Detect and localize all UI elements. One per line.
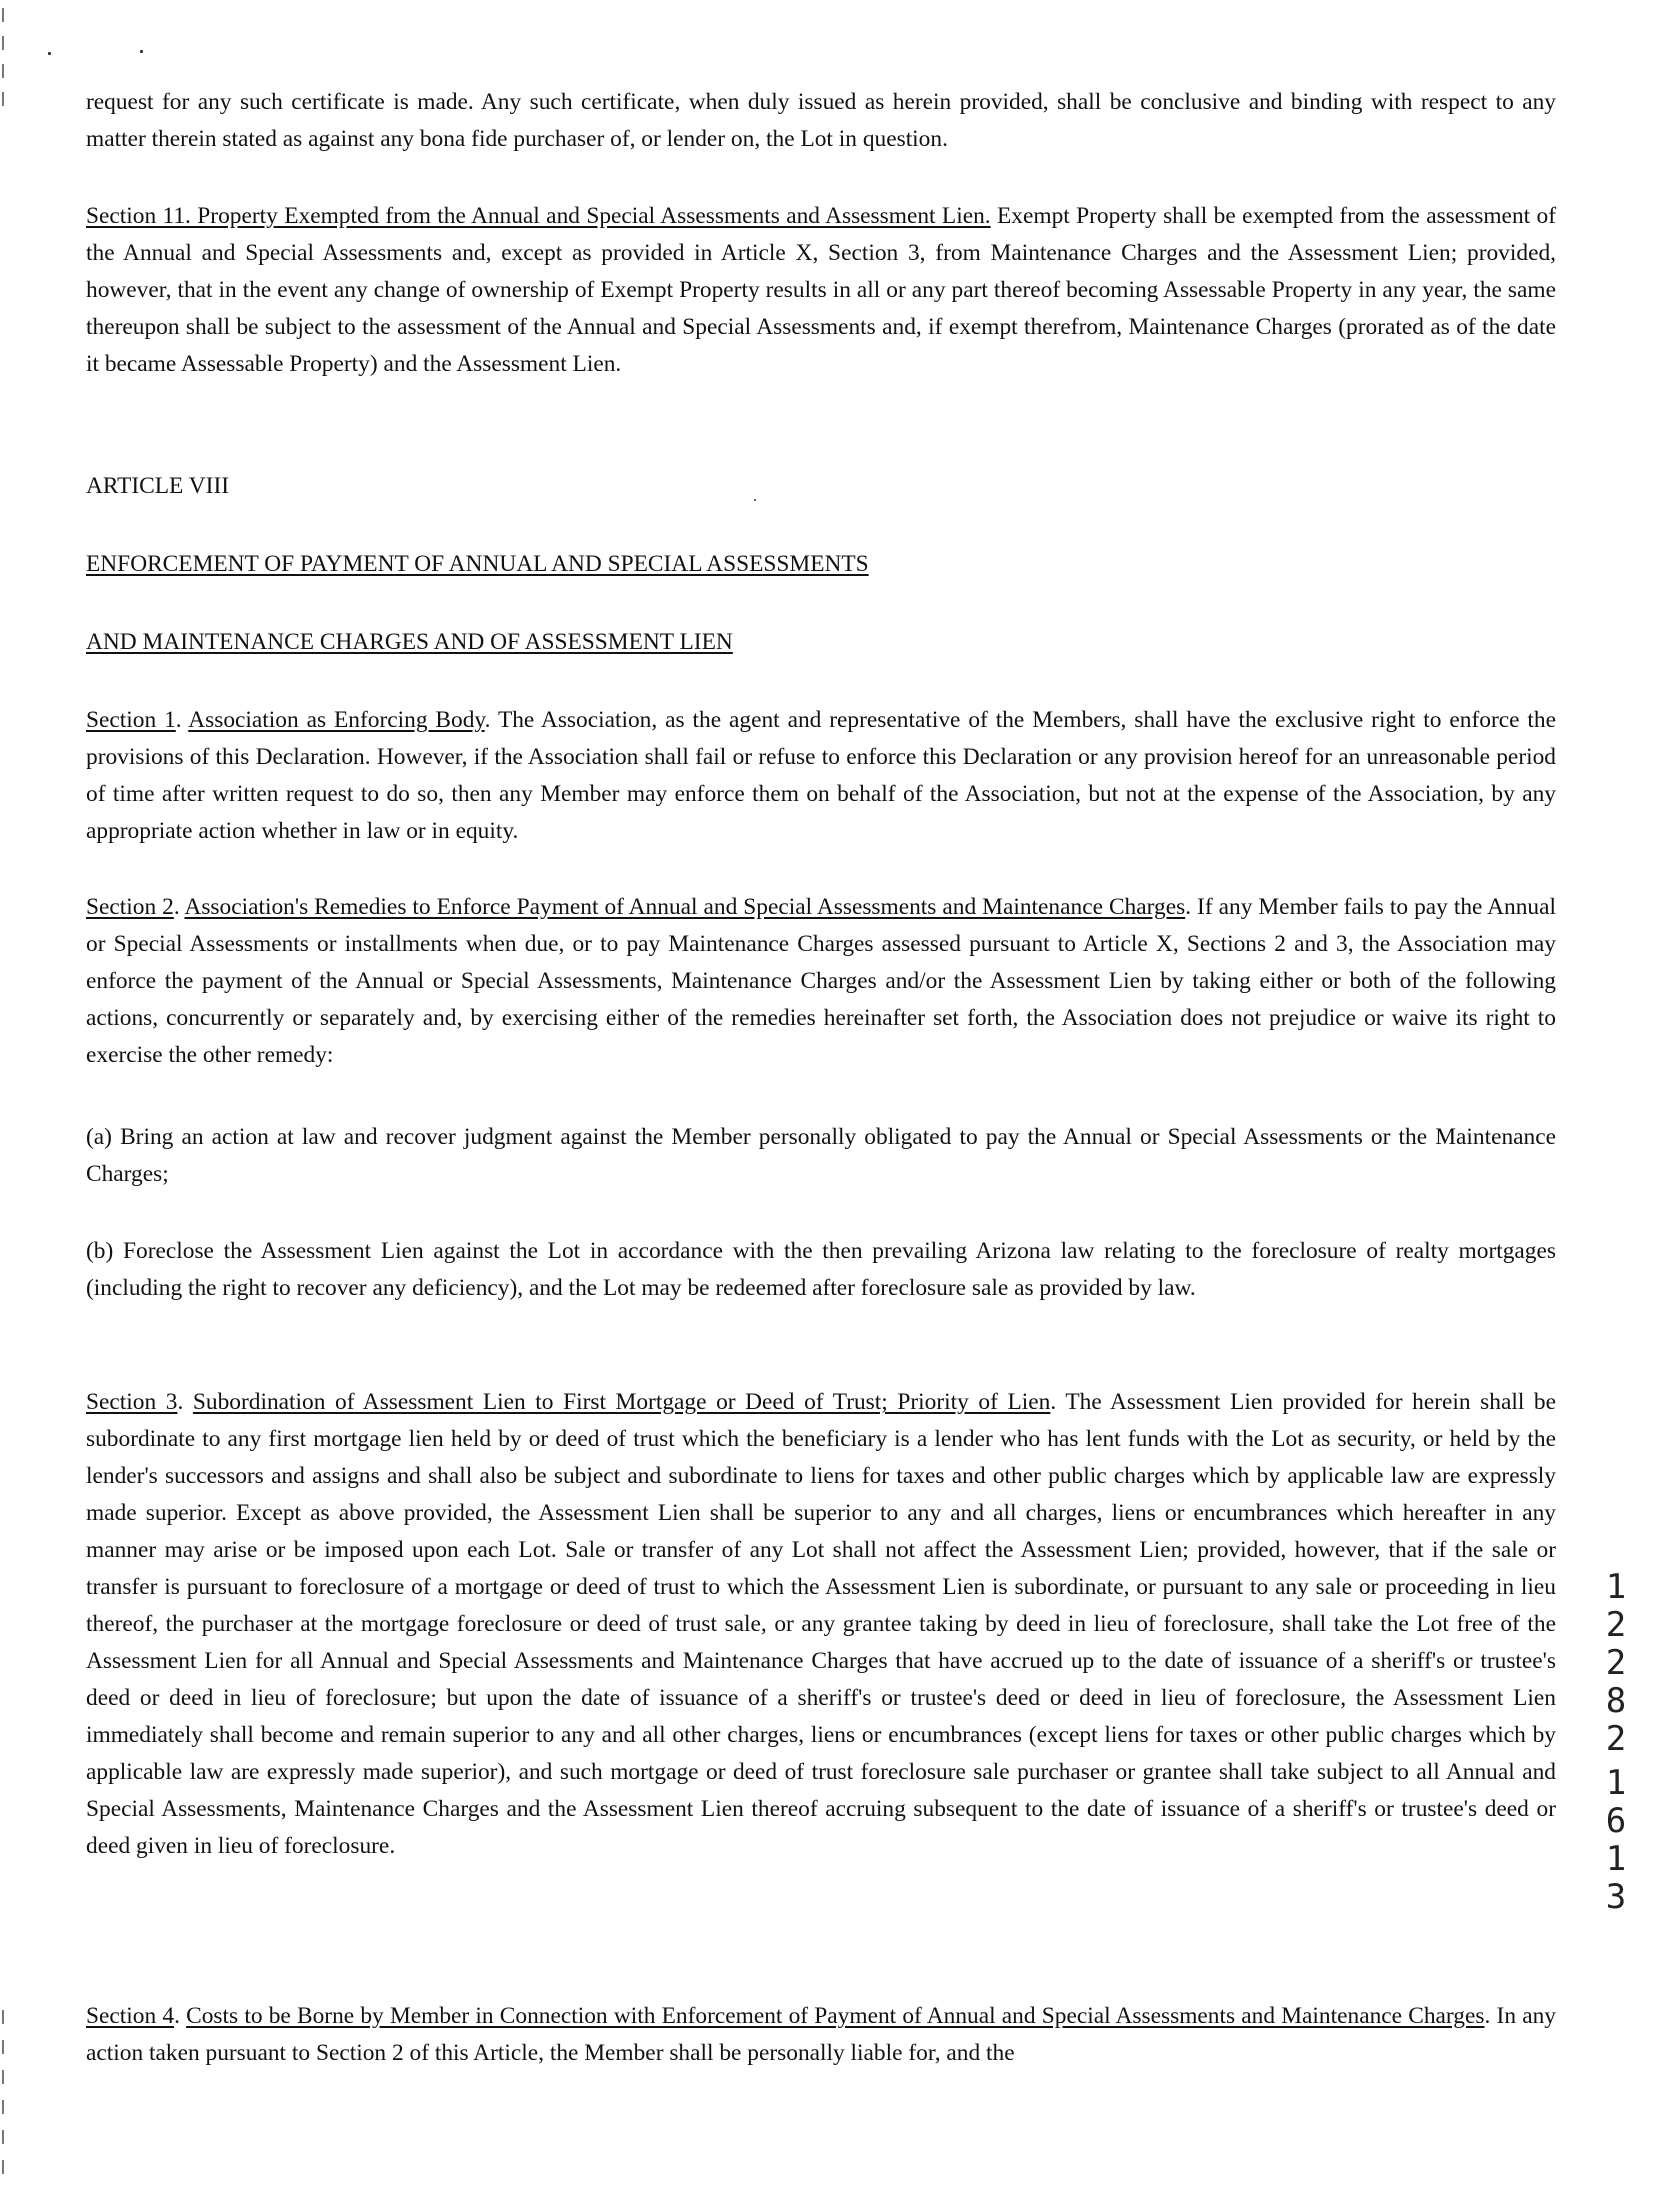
margin-mark [2,2160,4,2174]
recording-number-bottom [1602,1764,1630,1916]
section-1-body: The Association, as the agent and representative of the Members, shall have the exclusive right to enforce the provisions of this Declaration. However, if the Association shall fail or refuse to enforce this Declaration or any provision hereof for an unreasonable period of time after written request to do so, then any Member may enforce them on behalf of the Association, but not at the expense of the Association, by any appropriate action whether in law or in equity. [86,707,1556,844]
margin-mark [2,2010,4,2024]
recording-digit: 2 [1605,1643,1627,1683]
section-1: Section 1. Association as Enforcing Body. The Association, as the agent and representative of the Members, shall have the exclusive right to enforce the provisions of this Declaration. However, if the Association shall fail or refuse to enforce this Declaration or any provision hereof for an unreasonable period of time after written request to do so, then any Member may enforce them on behalf of the Association, but not at the expense of the Association, by any appropriate action whether in law or in equity. [86,707,1556,844]
recording-digit: 2 [1605,1719,1627,1759]
section-2-body: If any Member fails to pay the Annual or Special Assessments or installments when due, or to pay Maintenance Charges assessed pursuant to Article X, Sections 2 and 3, the Association may enforce the payment of the Annual or Special Assessments, Maintenance Charges and/or the Assessment Lien by taking either or both of the following actions, concurrently or separately and, by exercising either of the remedies hereinafter set forth, the Association does not prejudice or waive its right to exercise the other remedy: [86,894,1556,1068]
section-4-label: Section 4 [86,2003,175,2029]
section-4: Section 4. Costs to be Borne by Member in Connection with Enforcement of Payment of Annual and Special Assessments and Maintenance Charges. In any action taken pursuant to Section 2 of this Article, the Member shall be personally liable for, and the [86,2003,1557,2066]
recording-number-top [1602,1568,1630,1758]
paragraph-certificate: request for any such certificate is made. Any such certificate, when duly issued as herein provided, shall be conclusive and binding with respect to any matter therein stated as against any bona fide purchaser of, or lender on, the Lot in question. [86,89,1556,152]
scan-speck [48,52,51,55]
margin-mark [2,2100,4,2114]
section-4-heading: Costs to be Borne by Member in Connection with Enforcement of Payment of Annual and Special Assessments and Maintenance Charges [186,2003,1485,2029]
section-2-heading: Association's Remedies to Enforce Payment of Annual and Special Assessments and Maintenance Charges [184,894,1186,920]
section-1-heading: Association as Enforcing Body [188,707,485,733]
margin-mark [2,8,4,22]
section-4-body: In any action taken pursuant to Section 2 of this Article, the Member shall be personally liable for, and the [86,2003,1557,2066]
recording-digit: 1 [1605,1839,1627,1879]
remedy-item-b: (b) Foreclose the Assessment Lien against the Lot in accordance with the then prevailing Arizona law relating to the foreclosure of realty mortgages (including the right to recover any deficiency), and the Lot may be redeemed after foreclosure sale as provided by law. [86,1238,1556,1301]
margin-mark [2,92,4,106]
section-3-label: Section 3 [86,1389,178,1415]
recording-digit: 1 [1605,1763,1627,1803]
margin-mark [2,36,4,50]
section-11-heading: Section 11. Property Exempted from the Annual and Special Assessments and Assessment Lien. [86,203,991,229]
scan-speck [754,499,756,501]
remedy-item-a: (a) Bring an action at law and recover judgment against the Member personally obligated to pay the Annual or Special Assessments or the Maintenance Charges; [86,1124,1556,1187]
margin-mark [2,2070,4,2084]
recording-digit: 1 [1605,1567,1627,1607]
section-11-body: Exempt Property shall be exempted from the assessment of the Annual and Special Assessments and, except as provided in Article X, Section 3, from Maintenance Charges and the Assessment Lien; provided, however, that in the event any change of ownership of Exempt Property results in all or any part thereof becoming Assessable Property in any year, the same thereupon shall be subject to the assessment of the Annual and Special Assessments and, if exempt therefrom, Maintenance Charges (prorated as of the date it became Assessable Property) and the Assessment Lien. [86,203,1557,377]
recording-digit: 8 [1605,1681,1627,1721]
section-3-body: The Assessment Lien provided for herein shall be subordinate to any first mortgage lien held by or deed of trust which the beneficiary is a lender who has lent funds with the Lot as security, or held by the lender's successors and assigns and shall also be subject and subordinate to liens for taxes and other public charges which by applicable law are expressly made superior. Except as above provided, the Assessment Lien shall be superior to any and all charges, liens or encumbrances which hereafter in any manner may arise or be imposed upon each Lot. Sale or transfer of any Lot shall not affect the Assessment Lien; provided, however, that if the sale or transfer is pursuant to foreclosure of a mortgage or deed of trust to which the Assessment Lien is subordinate, or pursuant to any sale or proceeding in lieu thereof, the purchaser at the mortgage foreclosure or deed of trust sale, or any grantee taking by deed in lieu of foreclosure, shall take the Lot free of the Assessment Lien for all Annual and Special Assessments and Maintenance Charges that have accrued up to the date of issuance of a sheriff's or trustee's deed or deed in lieu of foreclosure; but upon the date of issuance of a sheriff's or trustee's deed or deed in lieu of foreclosure, the Assessment Lien immediately shall become and remain superior to any and all other charges, liens or encumbrances (except liens for taxes or other public charges which by applicable law are expressly made superior), and such mortgage or deed of trust foreclosure sale purchaser or grantee shall take subject to all Annual and Special Assessments, Maintenance Charges and the Assessment Lien thereof accruing subsequent to the date of issuance of a sheriff's or trustee's deed or deed given in lieu of foreclosure. [86,1389,1556,1859]
recording-digit: 3 [1605,1877,1627,1917]
margin-mark [2,64,4,78]
section-3-heading: Subordination of Assessment Lien to First Mortgage or Deed of Trust; Priority of Lien [192,1389,1051,1415]
margin-mark [2,2040,4,2054]
section-2: Section 2. Association's Remedies to Enforce Payment of Annual and Special Assessments and Maintenance Charges. If any Member fails to pay the Annual or Special Assessments or installments when due, or to pay Maintenance Charges assessed pursuant to Article X, Sections 2 and 3, the Association may enforce the payment of the Annual or Special Assessments, Maintenance Charges and/or the Assessment Lien by taking either or both of the following actions, concurrently or separately and, by exercising either of the remedies hereinafter set forth, the Association does not prejudice or waive its right to exercise the other remedy: [86,894,1556,1068]
section-1-label: Section 1 [86,707,176,733]
margin-mark [2,2130,4,2144]
section-3: Section 3. Subordination of Assessment Lien to First Mortgage or Deed of Trust; Priority of Lien. The Assessment Lien provided for herein shall be subordinate to any first mortgage lien held by or deed of trust which the beneficiary is a lender who has lent funds with the Lot as security, or held by the lender's successors and assigns and shall also be subject and subordinate to liens for taxes and other public charges which by applicable law are expressly made superior. Except as above provided, the Assessment Lien shall be superior to any and all charges, liens or encumbrances which hereafter in any manner may arise or be imposed upon each Lot. Sale or transfer of any Lot shall not affect the Assessment Lien; provided, however, that if the sale or transfer is pursuant to foreclosure of a mortgage or deed of trust to which the Assessment Lien is subordinate, or pursuant to any sale or proceeding in lieu thereof, the purchaser at the mortgage foreclosure or deed of trust sale, or any grantee taking by deed in lieu of foreclosure, shall take the Lot free of the Assessment Lien for all Annual and Special Assessments and Maintenance Charges that have accrued up to the date of issuance of a sheriff's or trustee's deed or deed in lieu of foreclosure; but upon the date of issuance of a sheriff's or trustee's deed or deed in lieu of foreclosure, the Assessment Lien immediately shall become and remain superior to any and all other charges, liens or encumbrances (except liens for taxes or other public charges which by applicable law are expressly made superior), and such mortgage or deed of trust foreclosure sale purchaser or grantee shall take subject to all Annual and Special Assessments, Maintenance Charges and the Assessment Lien thereof accruing subsequent to the date of issuance of a sheriff's or trustee's deed or deed given in lieu of foreclosure. [86,1389,1556,1859]
section-11 [86,198,1556,383]
section-2-label: Section 2 [86,894,174,920]
article-heading-line-1: ENFORCEMENT OF PAYMENT OF ANNUAL AND SPECIAL ASSESSMENTS [86,551,869,577]
article-title: ARTICLE VIII [86,473,230,499]
recording-digit: 2 [1605,1605,1627,1645]
scan-speck [140,50,143,53]
article-heading-line-2: AND MAINTENANCE CHARGES AND OF ASSESSMENT LIEN [86,629,733,655]
recording-digit: 6 [1605,1801,1627,1841]
